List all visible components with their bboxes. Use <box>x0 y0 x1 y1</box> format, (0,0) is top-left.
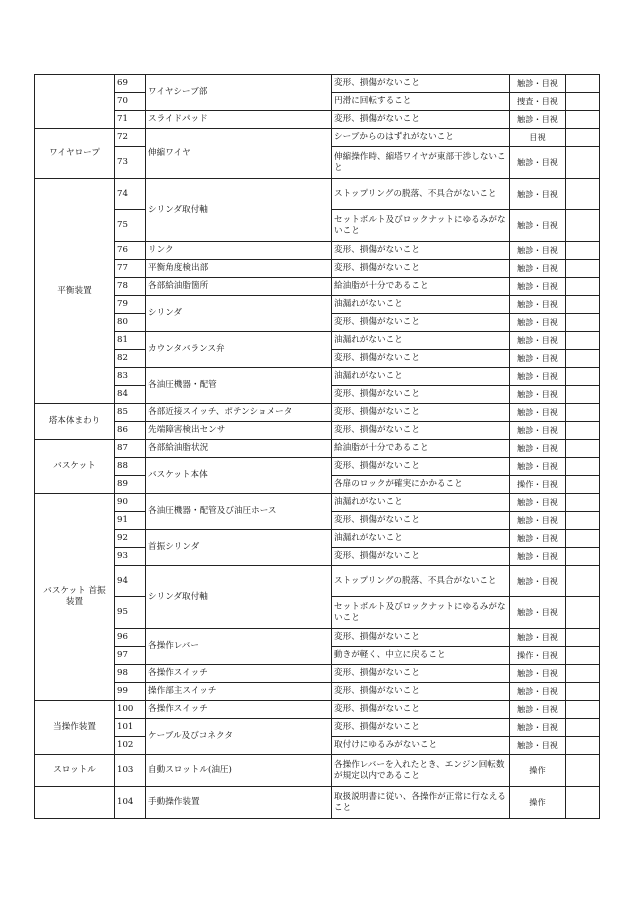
check-cell <box>566 129 600 147</box>
item-criteria: 給油脂が十分であること <box>332 278 510 296</box>
item-number: 69 <box>115 75 146 93</box>
check-cell <box>566 665 600 683</box>
item-criteria: 変形、損傷がないこと <box>332 629 510 647</box>
check-cell <box>566 210 600 242</box>
item-method: 触診・目視 <box>510 404 566 422</box>
check-cell <box>566 683 600 701</box>
item-number: 102 <box>115 737 146 755</box>
item-criteria: 油漏れがないこと <box>332 296 510 314</box>
item-method: 触診・目視 <box>510 566 566 597</box>
item-method: 触診・目視 <box>510 314 566 332</box>
check-cell <box>566 93 600 111</box>
item-method: 触診・目視 <box>510 75 566 93</box>
item-number: 88 <box>115 458 146 476</box>
item-criteria: 変形、損傷がないこと <box>332 314 510 332</box>
item-method: 触診・目視 <box>510 737 566 755</box>
item-part: カウンタバランス弁 <box>146 332 332 368</box>
item-part: シリンダ <box>146 296 332 332</box>
item-part: 各部給油脂箇所 <box>146 278 332 296</box>
item-number: 81 <box>115 332 146 350</box>
item-method: 触診・目視 <box>510 440 566 458</box>
item-part: 平衡角度検出部 <box>146 260 332 278</box>
item-criteria: 変形、損傷がないこと <box>332 111 510 129</box>
check-cell <box>566 314 600 332</box>
item-criteria: 円滑に回転すること <box>332 93 510 111</box>
item-criteria: 取扱説明書に従い、各操作が正常に行なえること <box>332 787 510 819</box>
section-label: 塔本体まわり <box>35 404 115 440</box>
item-part: 各油圧機器・配管 <box>146 368 332 404</box>
item-criteria: 取付けにゆるみがないこと <box>332 737 510 755</box>
item-number: 101 <box>115 719 146 737</box>
item-method: 触診・目視 <box>510 332 566 350</box>
item-criteria: ストップリングの脱落、不具合がないこと <box>332 179 510 210</box>
item-number: 70 <box>115 93 146 111</box>
check-cell <box>566 296 600 314</box>
item-part: 各操作スイッチ <box>146 701 332 719</box>
item-method: 触診・目視 <box>510 512 566 530</box>
item-method: 触診・目視 <box>510 179 566 210</box>
item-part: 各部近接スイッチ、ポテンショメータ <box>146 404 332 422</box>
item-number: 78 <box>115 278 146 296</box>
section-label <box>35 787 115 819</box>
item-criteria: 変形、損傷がないこと <box>332 242 510 260</box>
item-criteria: 変形、損傷がないこと <box>332 422 510 440</box>
item-part: 首振シリンダ <box>146 530 332 566</box>
section-label <box>35 75 115 129</box>
check-cell <box>566 440 600 458</box>
check-cell <box>566 368 600 386</box>
item-criteria: シーブからのはずれがないこと <box>332 129 510 147</box>
check-cell <box>566 737 600 755</box>
check-cell <box>566 476 600 494</box>
item-criteria: 伸縮操作時、縮塔ワイヤが東部干渉しないこと <box>332 147 510 179</box>
item-criteria: 変形、損傷がないこと <box>332 719 510 737</box>
item-number: 80 <box>115 314 146 332</box>
item-part: スライドパッド <box>146 111 332 129</box>
item-number: 99 <box>115 683 146 701</box>
item-number: 84 <box>115 386 146 404</box>
check-cell <box>566 458 600 476</box>
item-part: 各油圧機器・配管及び油圧ホース <box>146 494 332 530</box>
check-cell <box>566 787 600 819</box>
check-cell <box>566 494 600 512</box>
item-part: 伸縮ワイヤ <box>146 129 332 179</box>
item-criteria: 変形、損傷がないこと <box>332 683 510 701</box>
item-method: 操作 <box>510 755 566 787</box>
item-method: 触診・目視 <box>510 368 566 386</box>
check-cell <box>566 422 600 440</box>
check-cell <box>566 75 600 93</box>
item-method: 触診・目視 <box>510 458 566 476</box>
item-number: 82 <box>115 350 146 368</box>
section-label: バスケット 首振装置 <box>35 494 115 701</box>
item-criteria: 変形、損傷がないこと <box>332 548 510 566</box>
item-method: 操作 <box>510 787 566 819</box>
item-criteria: 変形、損傷がないこと <box>332 404 510 422</box>
item-number: 92 <box>115 530 146 548</box>
check-cell <box>566 701 600 719</box>
item-method: 触診・目視 <box>510 147 566 179</box>
item-criteria: ストップリングの脱落、不具合がないこと <box>332 566 510 597</box>
item-part: 自動スロットル(油圧) <box>146 755 332 787</box>
inspection-table <box>34 74 600 819</box>
item-criteria: 変形、損傷がないこと <box>332 350 510 368</box>
check-cell <box>566 530 600 548</box>
item-method: 触診・目視 <box>510 665 566 683</box>
item-part: ワイヤシーブ部 <box>146 75 332 111</box>
item-criteria: 変形、損傷がないこと <box>332 512 510 530</box>
item-method: 触診・目視 <box>510 548 566 566</box>
item-part: 先端障害検出センサ <box>146 422 332 440</box>
item-number: 96 <box>115 629 146 647</box>
check-cell <box>566 404 600 422</box>
item-criteria: 油漏れがないこと <box>332 494 510 512</box>
item-part: シリンダ取付軸 <box>146 566 332 629</box>
item-number: 75 <box>115 210 146 242</box>
item-part: バスケット本体 <box>146 458 332 494</box>
check-cell <box>566 350 600 368</box>
item-method: 触診・目視 <box>510 242 566 260</box>
item-method: 触診・目視 <box>510 278 566 296</box>
item-criteria: 油漏れがないこと <box>332 530 510 548</box>
item-method: 触診・目視 <box>510 386 566 404</box>
item-criteria: 給油脂が十分であること <box>332 440 510 458</box>
item-number: 91 <box>115 512 146 530</box>
item-criteria: 油漏れがないこと <box>332 332 510 350</box>
item-number: 95 <box>115 597 146 629</box>
item-part: 手動操作装置 <box>146 787 332 819</box>
item-method: 触診・目視 <box>510 629 566 647</box>
check-cell <box>566 278 600 296</box>
item-number: 93 <box>115 548 146 566</box>
item-criteria: セットボルト及びロックナットにゆるみがないこと <box>332 210 510 242</box>
item-method: 触診・目視 <box>510 260 566 278</box>
item-number: 94 <box>115 566 146 597</box>
item-method: 捜査・目視 <box>510 93 566 111</box>
item-criteria: セットボルト及びロックナットにゆるみがないこと <box>332 597 510 629</box>
item-number: 98 <box>115 665 146 683</box>
check-cell <box>566 179 600 210</box>
section-label: 当操作装置 <box>35 701 115 755</box>
item-number: 90 <box>115 494 146 512</box>
item-method: 触診・目視 <box>510 683 566 701</box>
check-cell <box>566 111 600 129</box>
check-cell <box>566 719 600 737</box>
item-method: 触診・目視 <box>510 701 566 719</box>
item-method: 触診・目視 <box>510 719 566 737</box>
item-number: 76 <box>115 242 146 260</box>
item-method: 触診・目視 <box>510 597 566 629</box>
item-method: 操作・目視 <box>510 647 566 665</box>
check-cell <box>566 147 600 179</box>
item-method: 触診・目視 <box>510 350 566 368</box>
item-number: 89 <box>115 476 146 494</box>
item-method: 目視 <box>510 129 566 147</box>
item-number: 86 <box>115 422 146 440</box>
section-label: 平衡装置 <box>35 179 115 404</box>
item-number: 74 <box>115 179 146 210</box>
item-part: ケーブル及びコネクタ <box>146 719 332 755</box>
section-label: ワイヤロープ <box>35 129 115 179</box>
item-number: 79 <box>115 296 146 314</box>
section-label: スロットル <box>35 755 115 787</box>
item-method: 触診・目視 <box>510 296 566 314</box>
item-number: 97 <box>115 647 146 665</box>
item-criteria: 変形、損傷がないこと <box>332 260 510 278</box>
check-cell <box>566 548 600 566</box>
item-criteria: 変形、損傷がないこと <box>332 665 510 683</box>
item-method: 操作・目視 <box>510 476 566 494</box>
check-cell <box>566 755 600 787</box>
check-cell <box>566 332 600 350</box>
check-cell <box>566 512 600 530</box>
check-cell <box>566 597 600 629</box>
item-number: 77 <box>115 260 146 278</box>
item-part: 各操作スイッチ <box>146 665 332 683</box>
item-method: 触診・目視 <box>510 494 566 512</box>
check-cell <box>566 566 600 597</box>
item-criteria: 動きが軽く、中立に戻ること <box>332 647 510 665</box>
item-part: 各操作レバー <box>146 629 332 665</box>
item-number: 72 <box>115 129 146 147</box>
section-label: バスケット <box>35 440 115 494</box>
item-criteria: 変形、損傷がないこと <box>332 386 510 404</box>
item-criteria: 変形、損傷がないこと <box>332 75 510 93</box>
item-part: シリンダ取付軸 <box>146 179 332 242</box>
check-cell <box>566 386 600 404</box>
item-number: 87 <box>115 440 146 458</box>
item-part: 各部給油脂状況 <box>146 440 332 458</box>
item-number: 73 <box>115 147 146 179</box>
item-number: 71 <box>115 111 146 129</box>
item-method: 触診・目視 <box>510 210 566 242</box>
check-cell <box>566 242 600 260</box>
item-part: リンク <box>146 242 332 260</box>
item-criteria: 変形、損傷がないこと <box>332 701 510 719</box>
item-method: 触診・目視 <box>510 422 566 440</box>
item-criteria: 油漏れがないこと <box>332 368 510 386</box>
item-criteria: 各操作レバーを入れたとき、エンジン回転数が規定以内であること <box>332 755 510 787</box>
item-number: 104 <box>115 787 146 819</box>
inspection-table-body <box>35 75 600 819</box>
item-method: 触診・目視 <box>510 530 566 548</box>
check-cell <box>566 260 600 278</box>
item-number: 100 <box>115 701 146 719</box>
item-number: 83 <box>115 368 146 386</box>
check-cell <box>566 629 600 647</box>
item-part: 操作部主スイッチ <box>146 683 332 701</box>
item-method: 触診・目視 <box>510 111 566 129</box>
item-criteria: 各扉のロックが確実にかかること <box>332 476 510 494</box>
item-criteria: 変形、損傷がないこと <box>332 458 510 476</box>
item-number: 85 <box>115 404 146 422</box>
check-cell <box>566 647 600 665</box>
item-number: 103 <box>115 755 146 787</box>
